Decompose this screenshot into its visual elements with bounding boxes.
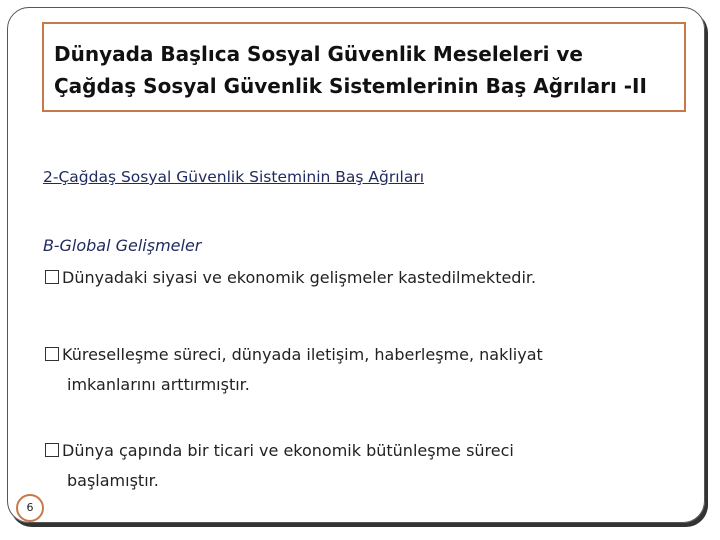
bullet-text: Dünya çapında bir ticari ve ekonomik bütünleşme süreci	[62, 441, 514, 460]
checkbox-bullet-icon	[45, 347, 59, 361]
bullet-item	[45, 263, 536, 293]
title-box	[42, 22, 686, 112]
section-heading: B-Global Gelişmeler	[43, 236, 202, 255]
checkbox-bullet-icon	[45, 270, 59, 284]
checkbox-bullet-icon	[45, 443, 59, 457]
title-line-1: Dünyada Başlıca Sosyal Güvenlik Meseleleri ve	[54, 42, 583, 66]
bullet-text-continuation: imkanlarını arttırmıştır.	[67, 375, 250, 394]
bullet-item	[45, 436, 514, 496]
title-line-2: Çağdaş Sosyal Güvenlik Sistemlerinin Baş Ağrıları -II	[54, 74, 647, 98]
bullet-text-continuation: başlamıştır.	[67, 471, 159, 490]
subtitle: 2-Çağdaş Sosyal Güvenlik Sisteminin Baş Ağrıları	[43, 168, 424, 186]
bullet-item	[45, 340, 543, 400]
slide-number: 6	[16, 494, 44, 522]
bullet-text: Dünyadaki siyasi ve ekonomik gelişmeler kastedilmektedir.	[62, 268, 537, 287]
bullet-text: Küreselleşme süreci, dünyada iletişim, haberleşme, nakliyat	[62, 345, 543, 364]
